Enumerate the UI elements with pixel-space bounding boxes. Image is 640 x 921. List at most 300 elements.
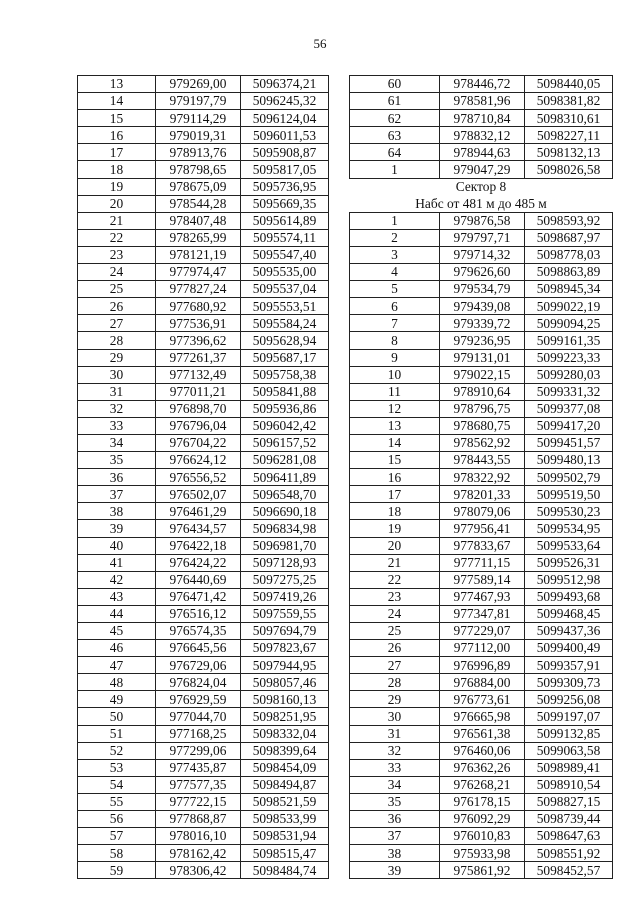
x-coordinate: 978832,12: [440, 127, 525, 144]
y-coordinate: 5098251,95: [241, 708, 329, 725]
x-coordinate: 976929,59: [156, 691, 241, 708]
point-number: 42: [78, 571, 156, 588]
table-row: [350, 383, 613, 400]
point-number: 23: [78, 246, 156, 263]
point-number: 64: [350, 144, 440, 161]
table-row: [78, 195, 329, 212]
x-coordinate: 978162,42: [156, 845, 241, 862]
x-coordinate: 977229,07: [440, 623, 525, 640]
y-coordinate: 5098440,05: [525, 76, 613, 93]
table-row: [350, 554, 613, 571]
table-row: [78, 793, 329, 810]
x-coordinate: 979714,32: [440, 246, 525, 263]
x-coordinate: 976574,35: [156, 623, 241, 640]
y-coordinate: 5097128,93: [241, 554, 329, 571]
point-number: 16: [350, 469, 440, 486]
table-row: [78, 298, 329, 315]
x-coordinate: 978443,55: [440, 452, 525, 469]
y-coordinate: 5099480,13: [525, 452, 613, 469]
y-coordinate: 5095736,95: [241, 178, 329, 195]
y-coordinate: 5099197,07: [525, 708, 613, 725]
table-row: [78, 127, 329, 144]
table-row: [350, 657, 613, 674]
point-number: 50: [78, 708, 156, 725]
y-coordinate: 5098132,13: [525, 144, 613, 161]
table-row: [78, 554, 329, 571]
table-row: [78, 811, 329, 828]
y-coordinate: 5098454,09: [241, 759, 329, 776]
point-number: 3: [350, 246, 440, 263]
sector-title: Сектор 8: [350, 178, 613, 195]
table-row: [350, 742, 613, 759]
x-coordinate: 976624,12: [156, 452, 241, 469]
x-coordinate: 976471,42: [156, 588, 241, 605]
point-number: 62: [350, 110, 440, 127]
x-coordinate: 976884,00: [440, 674, 525, 691]
x-coordinate: 977261,37: [156, 349, 241, 366]
table-row: [350, 623, 613, 640]
point-number: 11: [350, 383, 440, 400]
point-number: 8: [350, 332, 440, 349]
y-coordinate: 5099526,31: [525, 554, 613, 571]
y-coordinate: 5098778,03: [525, 246, 613, 263]
x-coordinate: 977827,24: [156, 281, 241, 298]
table-row: [78, 332, 329, 349]
y-coordinate: 5099468,45: [525, 605, 613, 622]
y-coordinate: 5099094,25: [525, 315, 613, 332]
table-row: [78, 862, 329, 879]
y-coordinate: 5099451,57: [525, 434, 613, 451]
table-row: [350, 828, 613, 845]
table-row: [350, 315, 613, 332]
y-coordinate: 5098452,57: [525, 862, 613, 879]
table-row: [78, 503, 329, 520]
x-coordinate: 976422,18: [156, 537, 241, 554]
y-coordinate: 5099502,79: [525, 469, 613, 486]
y-coordinate: 5098026,58: [525, 161, 613, 178]
x-coordinate: 976440,69: [156, 571, 241, 588]
table-row: [78, 229, 329, 246]
point-number: 45: [78, 623, 156, 640]
point-number: 21: [350, 554, 440, 571]
point-number: 12: [350, 400, 440, 417]
x-coordinate: 977589,14: [440, 571, 525, 588]
table-row: [350, 93, 613, 110]
table-row: [78, 264, 329, 281]
point-number: 43: [78, 588, 156, 605]
x-coordinate: 979269,00: [156, 76, 241, 93]
point-number: 37: [350, 828, 440, 845]
y-coordinate: 5096411,89: [241, 469, 329, 486]
y-coordinate: 5098531,94: [241, 828, 329, 845]
y-coordinate: 5095908,87: [241, 144, 329, 161]
page-number: 56: [313, 36, 327, 51]
point-number: 22: [78, 229, 156, 246]
y-coordinate: 5097559,55: [241, 605, 329, 622]
y-coordinate: 5097823,67: [241, 640, 329, 657]
x-coordinate: 976824,04: [156, 674, 241, 691]
table-row: [78, 537, 329, 554]
x-coordinate: 979876,58: [440, 212, 525, 229]
y-coordinate: 5095535,00: [241, 264, 329, 281]
x-coordinate: 976561,38: [440, 725, 525, 742]
point-number: 59: [78, 862, 156, 879]
y-coordinate: 5099400,49: [525, 640, 613, 657]
table-row: [78, 588, 329, 605]
y-coordinate: 5095553,51: [241, 298, 329, 315]
table-row: [78, 93, 329, 110]
y-coordinate: 5096011,53: [241, 127, 329, 144]
sector-subtitle: Набс от 481 м до 485 м: [350, 195, 613, 212]
y-coordinate: 5098989,41: [525, 759, 613, 776]
table-row: [78, 452, 329, 469]
table-row: [78, 110, 329, 127]
y-coordinate: 5098310,61: [525, 110, 613, 127]
y-coordinate: 5095547,40: [241, 246, 329, 263]
point-number: 33: [350, 759, 440, 776]
table-row: [350, 520, 613, 537]
point-number: 36: [350, 811, 440, 828]
table-row: [78, 571, 329, 588]
point-number: 54: [78, 776, 156, 793]
x-coordinate: 979131,01: [440, 349, 525, 366]
point-number: 17: [350, 486, 440, 503]
point-number: 32: [78, 400, 156, 417]
x-coordinate: 979797,71: [440, 229, 525, 246]
point-number: 38: [350, 845, 440, 862]
table-row: [350, 332, 613, 349]
table-row: [78, 434, 329, 451]
table-row: [78, 759, 329, 776]
x-coordinate: 979114,29: [156, 110, 241, 127]
x-coordinate: 977347,81: [440, 605, 525, 622]
x-coordinate: 979439,08: [440, 298, 525, 315]
y-coordinate: 5096690,18: [241, 503, 329, 520]
x-coordinate: 979047,29: [440, 161, 525, 178]
point-number: 52: [78, 742, 156, 759]
y-coordinate: 5098910,54: [525, 776, 613, 793]
x-coordinate: 976092,29: [440, 811, 525, 828]
y-coordinate: 5099022,19: [525, 298, 613, 315]
y-coordinate: 5098057,46: [241, 674, 329, 691]
x-coordinate: 978322,92: [440, 469, 525, 486]
table-row: [78, 520, 329, 537]
x-coordinate: 979236,95: [440, 332, 525, 349]
x-coordinate: 976461,29: [156, 503, 241, 520]
y-coordinate: 5099280,03: [525, 366, 613, 383]
x-coordinate: 978798,65: [156, 161, 241, 178]
y-coordinate: 5099534,95: [525, 520, 613, 537]
x-coordinate: 977956,41: [440, 520, 525, 537]
table-row: [350, 793, 613, 810]
y-coordinate: 5095817,05: [241, 161, 329, 178]
table-row: [78, 315, 329, 332]
table-row: [78, 246, 329, 263]
x-coordinate: 976362,26: [440, 759, 525, 776]
point-number: 27: [78, 315, 156, 332]
table-row: [78, 828, 329, 845]
table-row: [78, 742, 329, 759]
point-number: 4: [350, 264, 440, 281]
y-coordinate: 5099161,35: [525, 332, 613, 349]
x-coordinate: 978581,96: [440, 93, 525, 110]
point-number: 27: [350, 657, 440, 674]
point-number: 55: [78, 793, 156, 810]
point-number: 53: [78, 759, 156, 776]
y-coordinate: 5099357,91: [525, 657, 613, 674]
x-coordinate: 976502,07: [156, 486, 241, 503]
point-number: 30: [350, 708, 440, 725]
table-row: [350, 264, 613, 281]
x-coordinate: 976665,98: [440, 708, 525, 725]
y-coordinate: 5098160,13: [241, 691, 329, 708]
table-row: [78, 161, 329, 178]
point-number: 38: [78, 503, 156, 520]
point-number: 13: [350, 417, 440, 434]
table-row: [78, 417, 329, 434]
x-coordinate: 977168,25: [156, 725, 241, 742]
coordinates-table-right: [349, 75, 613, 879]
x-coordinate: 978910,64: [440, 383, 525, 400]
y-coordinate: 5098332,04: [241, 725, 329, 742]
y-coordinate: 5098227,11: [525, 127, 613, 144]
y-coordinate: 5096042,42: [241, 417, 329, 434]
x-coordinate: 977536,91: [156, 315, 241, 332]
point-number: 28: [78, 332, 156, 349]
y-coordinate: 5098863,89: [525, 264, 613, 281]
coordinates-table-right-bottom: [350, 212, 613, 879]
coordinates-table-left: [77, 75, 329, 879]
x-coordinate: 979534,79: [440, 281, 525, 298]
y-coordinate: 5098687,97: [525, 229, 613, 246]
y-coordinate: 5098551,92: [525, 845, 613, 862]
y-coordinate: 5099331,32: [525, 383, 613, 400]
table-row: [78, 281, 329, 298]
sector-title-row: [350, 178, 613, 195]
y-coordinate: 5096548,70: [241, 486, 329, 503]
x-coordinate: 977435,87: [156, 759, 241, 776]
table-row: [350, 862, 613, 879]
point-number: 15: [350, 452, 440, 469]
table-row: [78, 605, 329, 622]
point-number: 24: [350, 605, 440, 622]
x-coordinate: 978710,84: [440, 110, 525, 127]
x-coordinate: 979019,31: [156, 127, 241, 144]
point-number: 34: [78, 434, 156, 451]
point-number: 28: [350, 674, 440, 691]
point-number: 16: [78, 127, 156, 144]
point-number: 5: [350, 281, 440, 298]
x-coordinate: 977868,87: [156, 811, 241, 828]
table-row: [350, 691, 613, 708]
point-number: 39: [350, 862, 440, 879]
x-coordinate: 976996,89: [440, 657, 525, 674]
point-number: 22: [350, 571, 440, 588]
x-coordinate: 976796,04: [156, 417, 241, 434]
point-number: 47: [78, 657, 156, 674]
point-number: 19: [350, 520, 440, 537]
table-row: [350, 349, 613, 366]
point-number: 15: [78, 110, 156, 127]
point-number: 9: [350, 349, 440, 366]
y-coordinate: 5096245,32: [241, 93, 329, 110]
point-number: 36: [78, 469, 156, 486]
x-coordinate: 976268,21: [440, 776, 525, 793]
point-number: 20: [350, 537, 440, 554]
y-coordinate: 5096124,04: [241, 110, 329, 127]
point-number: 60: [350, 76, 440, 93]
x-coordinate: 978306,42: [156, 862, 241, 879]
point-number: 17: [78, 144, 156, 161]
y-coordinate: 5095687,17: [241, 349, 329, 366]
table-row: [350, 776, 613, 793]
table-row: [78, 640, 329, 657]
x-coordinate: 978121,19: [156, 246, 241, 263]
y-coordinate: 5095574,11: [241, 229, 329, 246]
y-coordinate: 5096157,52: [241, 434, 329, 451]
y-coordinate: 5095841,88: [241, 383, 329, 400]
y-coordinate: 5099063,58: [525, 742, 613, 759]
table-row: [350, 452, 613, 469]
y-coordinate: 5098515,47: [241, 845, 329, 862]
y-coordinate: 5096981,70: [241, 537, 329, 554]
x-coordinate: 976010,83: [440, 828, 525, 845]
y-coordinate: 5096834,98: [241, 520, 329, 537]
point-number: 31: [350, 725, 440, 742]
table-row: [350, 708, 613, 725]
table-row: [78, 366, 329, 383]
point-number: 18: [78, 161, 156, 178]
point-number: 32: [350, 742, 440, 759]
x-coordinate: 978562,92: [440, 434, 525, 451]
table-row: [350, 811, 613, 828]
y-coordinate: 5098647,63: [525, 828, 613, 845]
x-coordinate: 977132,49: [156, 366, 241, 383]
x-coordinate: 976460,06: [440, 742, 525, 759]
point-number: 63: [350, 127, 440, 144]
table-row: [78, 349, 329, 366]
x-coordinate: 978016,10: [156, 828, 241, 845]
y-coordinate: 5098484,74: [241, 862, 329, 879]
y-coordinate: 5099309,73: [525, 674, 613, 691]
y-coordinate: 5099132,85: [525, 725, 613, 742]
y-coordinate: 5095584,24: [241, 315, 329, 332]
point-number: 29: [350, 691, 440, 708]
y-coordinate: 5099437,36: [525, 623, 613, 640]
coordinates-table-right-top: [350, 76, 613, 179]
x-coordinate: 977299,06: [156, 742, 241, 759]
y-coordinate: 5099530,23: [525, 503, 613, 520]
x-coordinate: 978407,48: [156, 212, 241, 229]
x-coordinate: 976178,15: [440, 793, 525, 810]
table-row: [350, 537, 613, 554]
y-coordinate: 5098533,99: [241, 811, 329, 828]
x-coordinate: 978079,06: [440, 503, 525, 520]
x-coordinate: 979197,79: [156, 93, 241, 110]
table-row: [350, 588, 613, 605]
y-coordinate: 5096374,21: [241, 76, 329, 93]
point-number: 6: [350, 298, 440, 315]
point-number: 31: [78, 383, 156, 400]
table-row: [78, 674, 329, 691]
point-number: 25: [350, 623, 440, 640]
point-number: 1: [350, 161, 440, 178]
table-row: [350, 76, 613, 93]
point-number: 61: [350, 93, 440, 110]
point-number: 2: [350, 229, 440, 246]
x-coordinate: 977974,47: [156, 264, 241, 281]
x-coordinate: 975861,92: [440, 862, 525, 879]
point-number: 30: [78, 366, 156, 383]
table-row: [78, 178, 329, 195]
table-row: [78, 725, 329, 742]
table-row: [350, 571, 613, 588]
table-row: [78, 212, 329, 229]
x-coordinate: 977711,15: [440, 554, 525, 571]
y-coordinate: 5099533,64: [525, 537, 613, 554]
table-row: [350, 298, 613, 315]
point-number: 29: [78, 349, 156, 366]
x-coordinate: 978913,76: [156, 144, 241, 161]
x-coordinate: 976773,61: [440, 691, 525, 708]
point-number: 24: [78, 264, 156, 281]
point-number: 48: [78, 674, 156, 691]
point-number: 49: [78, 691, 156, 708]
y-coordinate: 5098593,92: [525, 212, 613, 229]
y-coordinate: 5098945,34: [525, 281, 613, 298]
table-row: [350, 127, 613, 144]
point-number: 7: [350, 315, 440, 332]
point-number: 21: [78, 212, 156, 229]
sector-subtitle-row: [350, 195, 613, 212]
x-coordinate: 977112,00: [440, 640, 525, 657]
y-coordinate: 5098494,87: [241, 776, 329, 793]
y-coordinate: 5099512,98: [525, 571, 613, 588]
x-coordinate: 978446,72: [440, 76, 525, 93]
point-number: 10: [350, 366, 440, 383]
x-coordinate: 979626,60: [440, 264, 525, 281]
table-row: [350, 212, 613, 229]
point-number: 34: [350, 776, 440, 793]
table-row: [350, 246, 613, 263]
table-row: [350, 486, 613, 503]
point-number: 40: [78, 537, 156, 554]
x-coordinate: 978675,09: [156, 178, 241, 195]
table-row: [78, 845, 329, 862]
table-row: [350, 605, 613, 622]
y-coordinate: 5095936,86: [241, 400, 329, 417]
y-coordinate: 5098399,64: [241, 742, 329, 759]
x-coordinate: 977467,93: [440, 588, 525, 605]
point-number: 14: [78, 93, 156, 110]
point-number: 46: [78, 640, 156, 657]
y-coordinate: 5099519,50: [525, 486, 613, 503]
x-coordinate: 979339,72: [440, 315, 525, 332]
y-coordinate: 5097944,95: [241, 657, 329, 674]
table-row: [350, 144, 613, 161]
sector-heading: [350, 178, 613, 212]
table-row: [78, 691, 329, 708]
y-coordinate: 5099417,20: [525, 417, 613, 434]
table-row: [350, 845, 613, 862]
table-row: [78, 469, 329, 486]
point-number: 1: [350, 212, 440, 229]
point-number: 13: [78, 76, 156, 93]
y-coordinate: 5099256,08: [525, 691, 613, 708]
table-row: [350, 640, 613, 657]
table-row: [350, 417, 613, 434]
x-coordinate: 978265,99: [156, 229, 241, 246]
